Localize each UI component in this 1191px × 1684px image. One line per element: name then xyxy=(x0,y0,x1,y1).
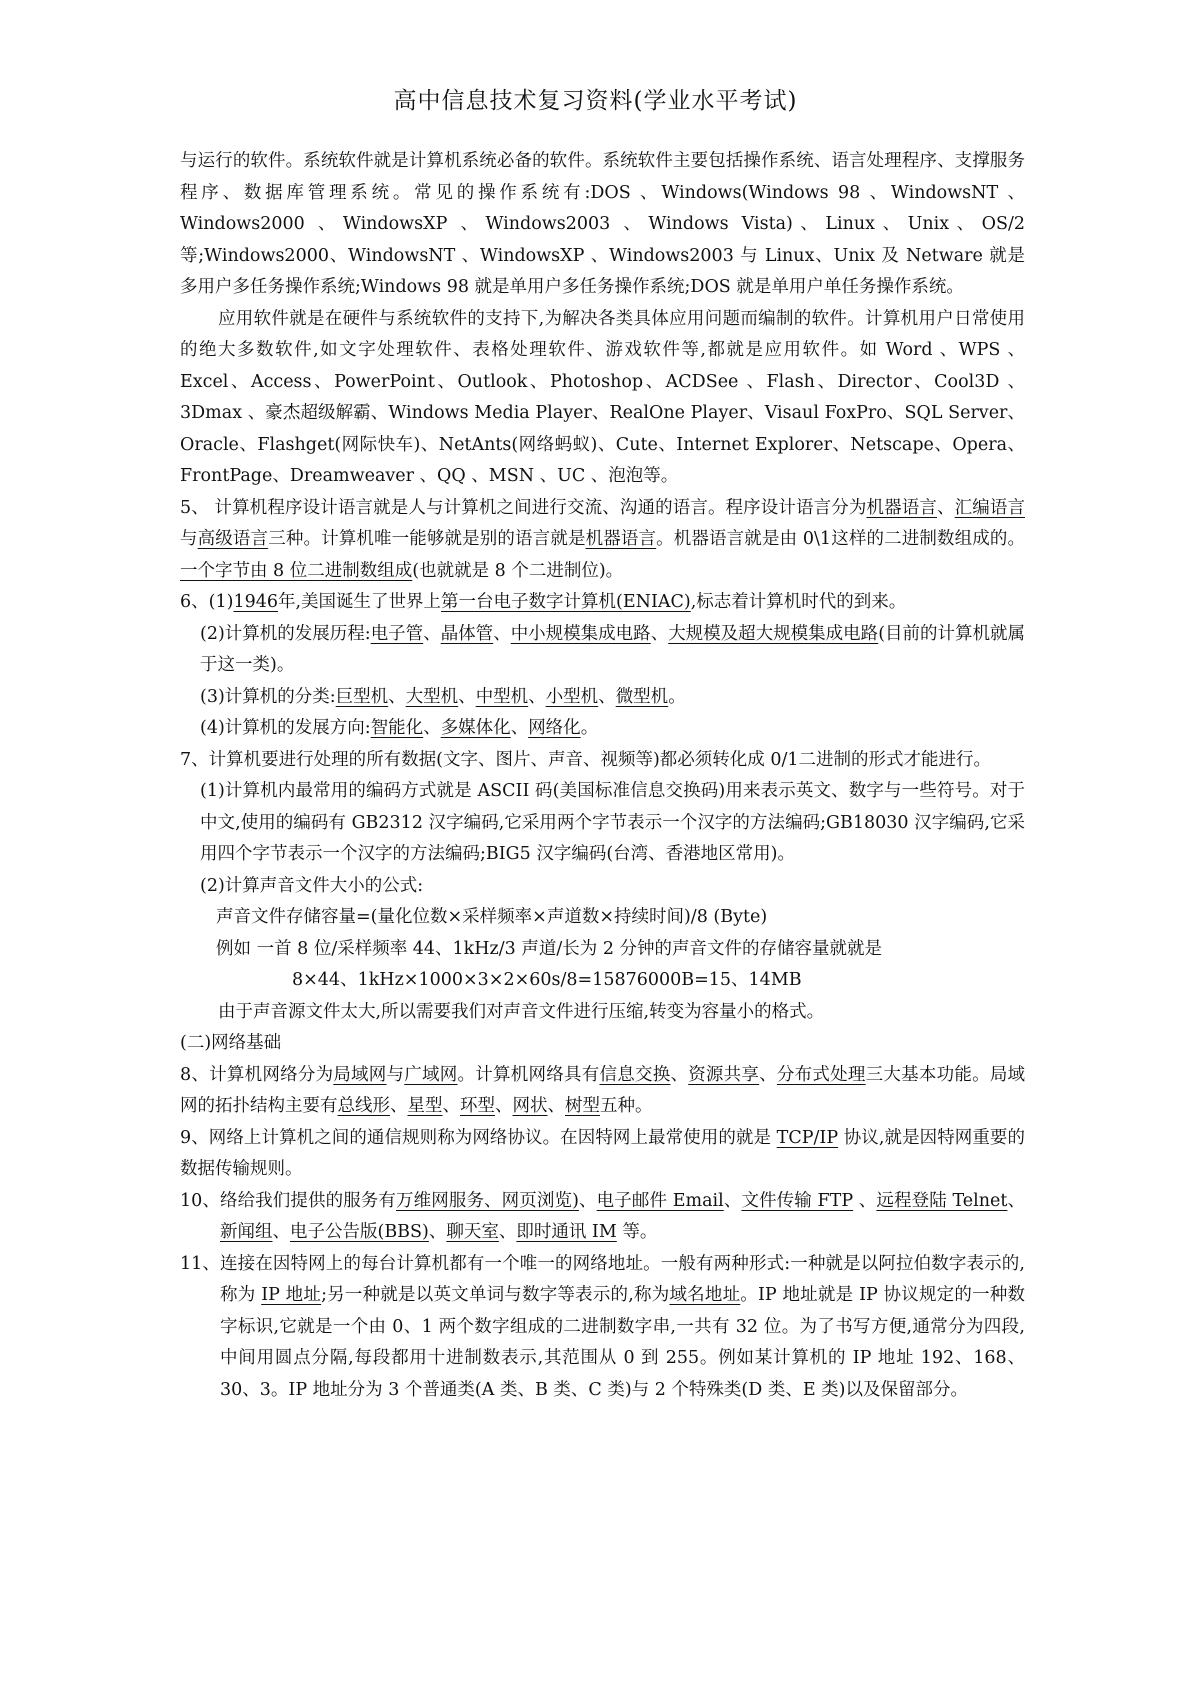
paragraph-6-1-first-computer: 6、(1)1946年,美国诞生了世界上第一台电子数字计算机(ENIAC),标志着计算机时代的到来。 xyxy=(180,592,907,612)
sound-size-formula: 声音文件存储容量=(量化位数×采样频率×声道数×持续时间)/8 (Byte) xyxy=(216,907,768,927)
paragraph-compression: 由于声音源文件太大,所以需要我们对声音文件进行压缩,转变为容量小的格式。 xyxy=(218,1001,825,1022)
paragraph-6-3-classification: (3)计算机的分类:巨型机、大型机、中型机、小型机、微型机。 xyxy=(200,686,686,707)
section-heading-network: (二)网络基础 xyxy=(180,1033,282,1053)
paragraph-7-1-encoding: (1)计算机内最常用的编码方式就是 ASCII 码(美国标准信息交换码)用来表示英文、数字与一些符号。对于中文,使用的编码有 GB2312 汉字编码,它采用两个字节表示一个汉字的方法编码;GB18030 汉字编码,它采用四个字节表示一个汉字的方法编码;BIG5 汉字编码(台湾、香港地区常用)。 xyxy=(200,781,1025,864)
paragraph-application-software: 应用软件就是在硬件与系统软件的支持下,为解决各类具体应用问题而编制的软件。计算机用户日常使用的绝大多数软件,如文字处理软件、表格处理软件、游戏软件等,都就是应用软件。如 Word 、WPS 、Excel、Access、PowerPoint、Outlook、Photoshop、ACDSee 、Flash、Director、Cool3D 、3Dmax 、豪杰超级解霸、Windows Media Player、RealOne Player、Visaul FoxPro、SQL Server、Oracle、Flashget(网际快车)、NetAnts(网络蚂蚁)、Cute、Internet Explorer、Netscape、Opera、FrontPage、Dreamweaver 、QQ 、MSN 、UC 、泡泡等。 xyxy=(180,308,1025,486)
sound-size-calculation: 8×44、1kHz×1000×3×2×60s/8=15876000B=15、14MB xyxy=(292,970,802,990)
paragraph-5-programming-languages: 5、 计算机程序设计语言就是人与计算机之间进行交流、沟通的语言。程序设计语言分为机器语言、汇编语言与高级语言三种。计算机唯一能够就是别的语言就是机器语言。机器语言就是由 0\1这样的二进制数组成的。一个字节由 8 位二进制数组成(也就就是 8 个二进制位)。 xyxy=(180,497,1026,581)
paragraph-6-4-direction: (4)计算机的发展方向:智能化、多媒体化、网络化。 xyxy=(200,718,599,738)
paragraph-11-ip-address: 11、连接在因特网上的每台计算机都有一个唯一的网络地址。一般有两种形式:一种就是以阿拉伯数字表示的,称为 IP 地址;另一种就是以英文单词与数字等表示的,称为域名地址。IP 地址就是 IP 协议规定的一种数字标识,它就是一个由 0、1 两个数字组成的二进制数字串,一共有 32 位。为了书写方便,通常分为四段,中间用圆点分隔,每段都用十进制数表示,其范围从 0 到 255。例如某计算机的 IP 地址 192、168、30、3。IP 地址分为 3 个普通类(A 类、B 类、C 类)与 2 个特殊类(D 类、E 类)以及保留部分。 xyxy=(180,1253,1025,1400)
page-title: 高中信息技术复习资料(学业水平考试) xyxy=(393,88,798,114)
paragraph-7-binary: 7、计算机要进行处理的所有数据(文字、图片、声音、视频等)都必须转化成 0/1二进制的形式才能进行。 xyxy=(180,749,992,770)
sound-size-example: 例如 一首 8 位/采样频率 44、1kHz/3 声道/长为 2 分钟的声音文件的存储容量就就是 xyxy=(216,938,883,959)
paragraph-8-networks: 8、计算机网络分为局域网与广域网。计算机网络具有信息交换、资源共享、分布式处理三大基本功能。局域网的拓扑结构主要有总线形、星型、环型、网状、树型五种。 xyxy=(180,1064,1026,1116)
paragraph-7-2-sound-formula-heading: (2)计算声音文件大小的公式: xyxy=(200,875,424,896)
paragraph-9-protocol: 9、网络上计算机之间的通信规则称为网络协议。在因特网上最常使用的就是 TCP/IP 协议,就是因特网重要的数据传输规则。 xyxy=(180,1127,1025,1179)
document-body xyxy=(180,146,1025,1406)
paragraph-6-2-history: (2)计算机的发展历程:电子管、晶体管、中小规模集成电路、大规模及超大规模集成电路(目前的计算机就属于这一类)。 xyxy=(200,623,1026,675)
paragraph-10-services: 10、络给我们提供的服务有万维网服务、网页浏览)、电子邮件 Email、文件传输 FTP 、远程登陆 Telnet、新闻组、电子公告版(BBS)、聊天室、即时通讯 IM 等。 xyxy=(180,1190,1026,1242)
paragraph-system-software: 与运行的软件。系统软件就是计算机系统必备的软件。系统软件主要包括操作系统、语言处理程序、支撑服务程序、数据库管理系统。常见的操作系统有:DOS 、Windows(Windows 98 、WindowsNT 、Windows2000 、WindowsXP 、Windows2003 、Windows Vista)、Linux、Unix、OS/2 等;Windows2000、WindowsNT 、WindowsXP 、Windows2003 与 Linux、Unix 及 Netware 就是多用户多任务操作系统;Windows 98 就是单用户多任务操作系统;DOS 就是单用户单任务操作系统。 xyxy=(180,151,1025,297)
